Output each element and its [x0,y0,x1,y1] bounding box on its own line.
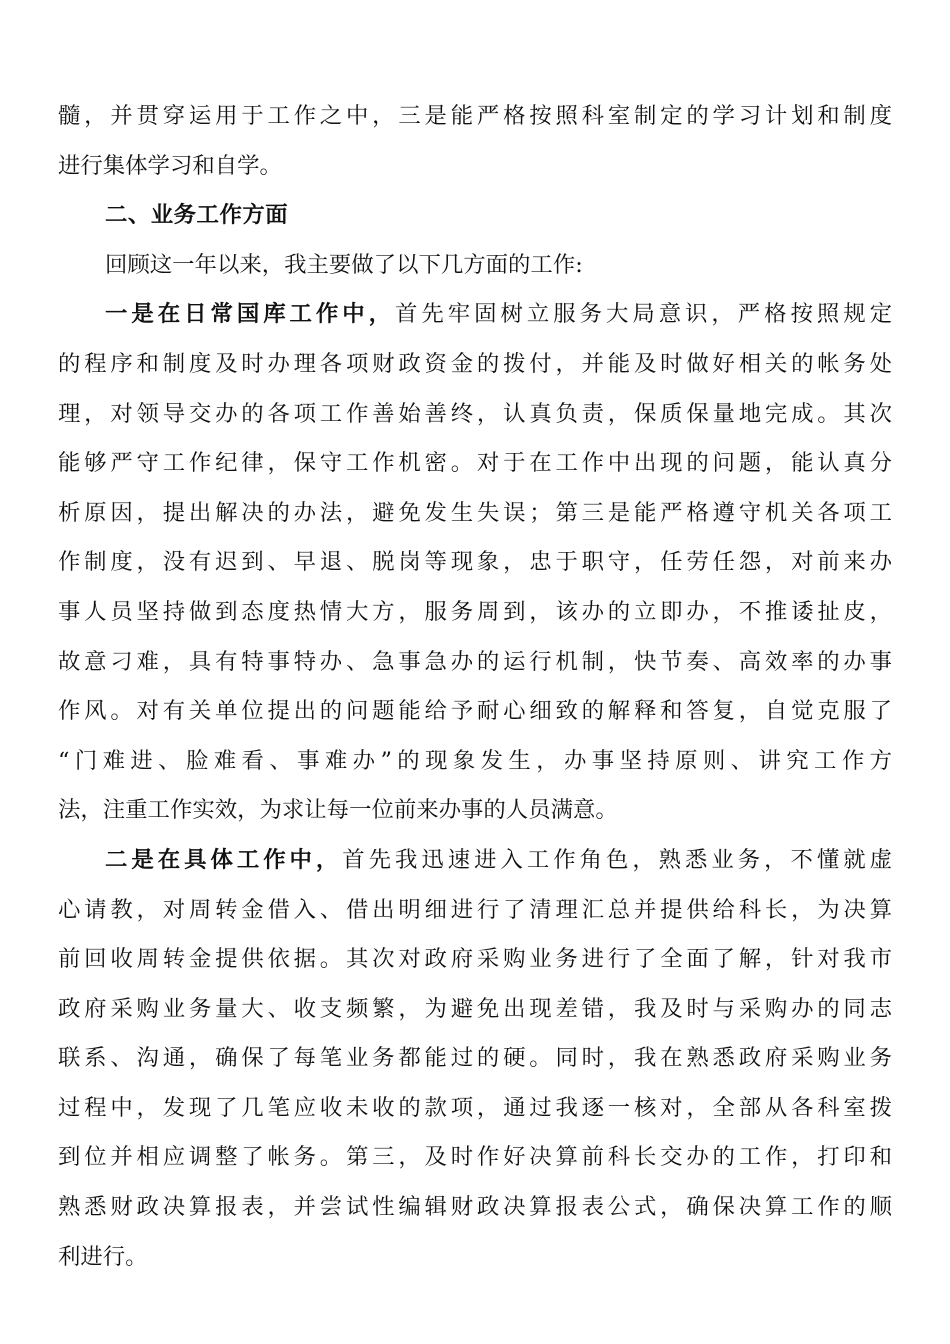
paragraph-line: 联系、沟通，确保了每笔业务都能过的硬。同时，我在熟悉政府采购业务 [58,1045,892,1072]
paragraph-line: 过程中，发现了几笔应收未收的款项，通过我逐一核对，全部从各科室拨 [58,1094,892,1121]
paragraph-line [58,836,892,886]
paragraph-line: 利进行。 [58,1243,148,1270]
paragraph-line: 回顾这一年以来，我主要做了以下几方面的工作: [105,251,583,278]
paragraph-line: 理，对领导交办的各项工作善始善终，认真负责，保质保量地完成。其次 [58,400,892,427]
paragraph-lead-bold: 二是在具体工作中， [105,846,343,873]
paragraph-line: 故意刁难，具有特事特办、急事急办的运行机制，快节奏、高效率的办事 [58,648,892,675]
paragraph-text: 首先我迅速进入工作角色，熟悉业务，不懂就虚 [342,846,893,873]
paragraph-line: “门难进、脸难看、事难办”的现象发生，办事坚持原则、讲究工作方 [58,747,892,774]
paragraph-line: 髓，并贯穿运用于工作之中，三是能严格按照科室制定的学习计划和制度 [58,103,892,129]
paragraph-line: 能够严守工作纪律，保守工作机密。对于在工作中出现的问题，能认真分 [58,450,892,477]
paragraph-line: 析原因，提出解决的办法，避免发生失误；第三是能严格遵守机关各项工 [58,499,892,526]
paragraph-line: 事人员坚持做到态度热情大方，服务周到，该办的立即办，不推诿扯皮， [58,598,892,625]
paragraph-line: 熟悉财政决算报表，并尝试性编辑财政决算报表公式，确保决算工作的顺 [58,1194,892,1221]
paragraph-line: 法，注重工作实效，为求让每一位前来办事的人员满意。 [58,797,618,824]
paragraph-line: 作制度，没有迟到、早退、脱岗等现象，忠于职守，任劳任怨，对前来办 [58,549,892,576]
document-page [58,92,892,1282]
paragraph-line [58,290,892,340]
paragraph-line: 作风。对有关单位提出的问题能给予耐心细致的解释和答复，自觉克服了 [58,698,892,725]
paragraph-line: 到位并相应调整了帐务。第三，及时作好决算前科长交办的工作，打印和 [58,1144,892,1171]
paragraph-line: 进行集体学习和自学。 [58,152,282,179]
paragraph-line: 的程序和制度及时办理各项财政资金的拨付，并能及时做好相关的帐务处 [58,350,892,377]
paragraph-line: 前回收周转金提供依据。其次对政府采购业务进行了全面了解，针对我市 [58,946,892,973]
paragraph-line: 政府采购业务量大、收支频繁，为避免出现差错，我及时与采购办的同志 [58,995,892,1022]
paragraph-text: 首先牢固树立服务大局意识，严格按照规定 [395,301,893,328]
section-heading: 二、业务工作方面 [105,202,289,229]
paragraph-lead-bold: 一是在日常国库工作中， [105,301,396,328]
paragraph-line: 心请教，对周转金借入、借出明细进行了清理汇总并提供给科长，为决算 [58,896,892,923]
